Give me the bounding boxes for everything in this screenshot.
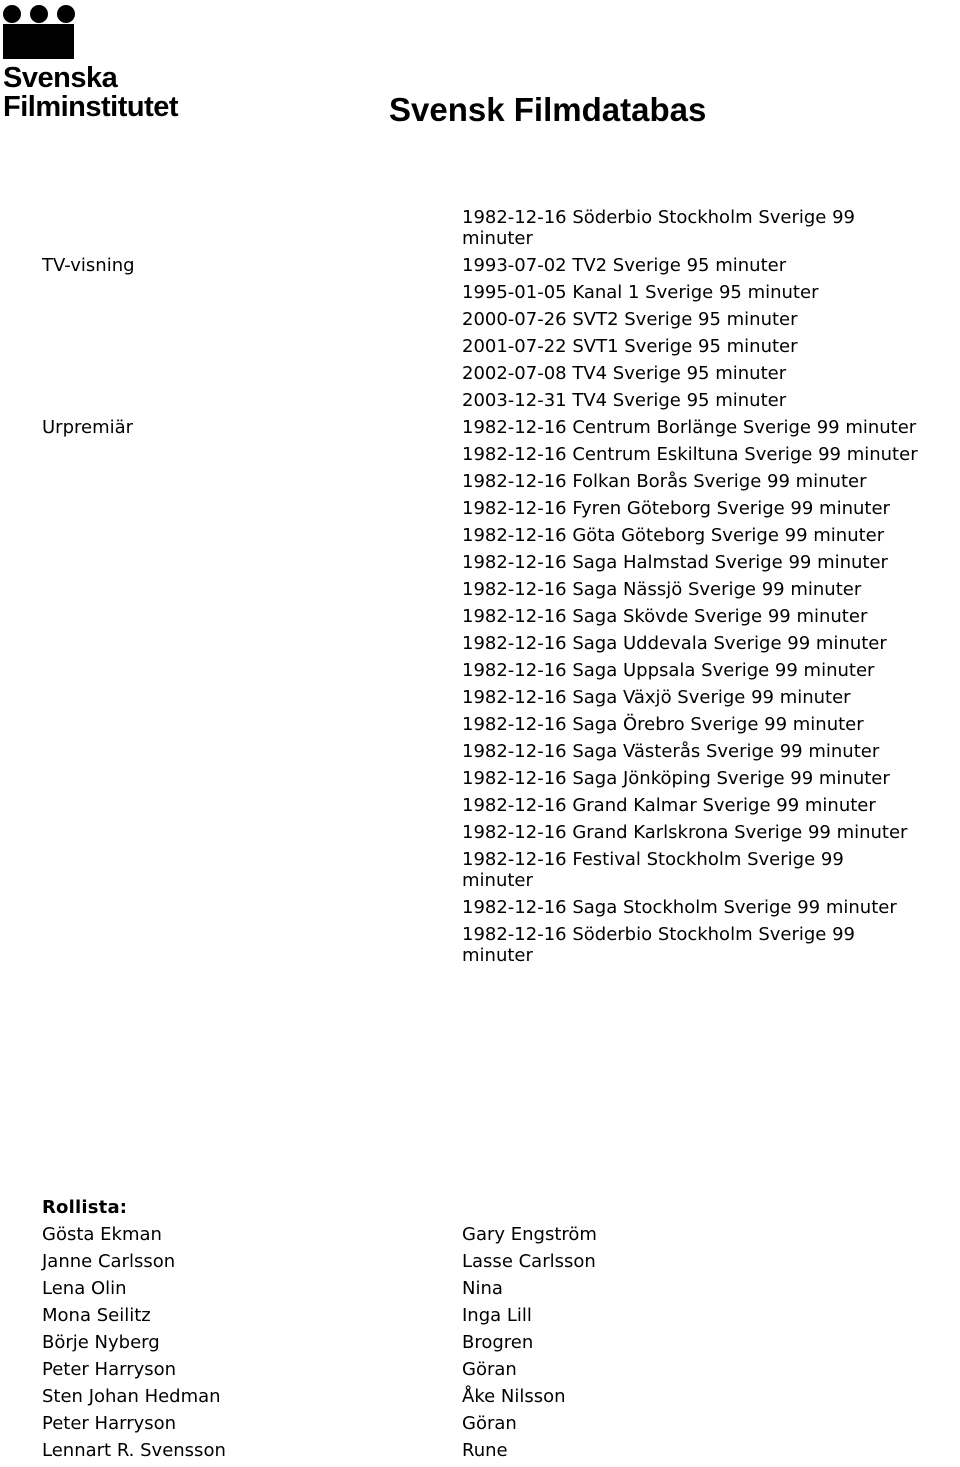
cast-row [0, 1332, 960, 1359]
screening-row [0, 282, 960, 303]
screening-entry: 1982-12-16 Saga Uddevala Sverige 99 minuter [462, 633, 887, 654]
screening-row [0, 498, 960, 519]
cast-row [0, 1386, 960, 1413]
screening-entry: 1982-12-16 Saga Jönköping Sverige 99 minuter [462, 768, 890, 789]
screening-entry: 1995-01-05 Kanal 1 Sverige 95 minuter [462, 282, 819, 303]
screening-entry: 1982-12-16 Saga Uppsala Sverige 99 minuter [462, 660, 875, 681]
screening-row [0, 768, 960, 789]
cast-row [0, 1305, 960, 1332]
screening-row [0, 579, 960, 600]
screening-entry: 1982-12-16 Saga Örebro Sverige 99 minuter [462, 714, 864, 735]
cast-role-name: Brogren [462, 1332, 534, 1353]
screening-row [0, 444, 960, 465]
svenska-filminstitutet-logo [0, 0, 200, 130]
screening-entry: 1982-12-16 Söderbio Stockholm Sverige 99 minuter [462, 207, 856, 249]
screening-row [0, 606, 960, 627]
screening-entry: 1982-12-16 Grand Karlskrona Sverige 99 minuter [462, 822, 908, 843]
cast-actor-name: Sten Johan Hedman [42, 1386, 221, 1407]
cast-row [0, 1278, 960, 1305]
screening-category-label: TV-visning [42, 255, 135, 276]
cast-role-name: Nina [462, 1278, 503, 1299]
screening-row [0, 417, 960, 438]
screening-row [0, 207, 960, 249]
cast-actor-name: Gösta Ekman [42, 1224, 162, 1245]
cast-row [0, 1359, 960, 1386]
screening-row [0, 741, 960, 762]
cast-actor-name: Peter Harryson [42, 1359, 177, 1380]
cast-role-name: Rune [462, 1440, 508, 1461]
cast-row [0, 1251, 960, 1278]
screening-row [0, 309, 960, 330]
screening-entry: 1993-07-02 TV2 Sverige 95 minuter [462, 255, 787, 276]
logo-dots-icon [3, 4, 75, 24]
screening-entry: 1982-12-16 Saga Nässjö Sverige 99 minuter [462, 579, 862, 600]
cast-role-name: Inga Lill [462, 1305, 532, 1326]
screening-entry: 1982-12-16 Festival Stockholm Sverige 99 minuter [462, 849, 844, 891]
screening-row [0, 471, 960, 492]
screening-entry: 2000-07-26 SVT2 Sverige 95 minuter [462, 309, 798, 330]
cast-role-name: Åke Nilsson [462, 1386, 566, 1407]
cast-actor-name: Peter Harryson [42, 1413, 177, 1434]
cast-role-name: Göran [462, 1413, 517, 1434]
cast-actor-name: Mona Seilitz [42, 1305, 151, 1326]
screening-row [0, 660, 960, 681]
screening-category-label: Urpremiär [42, 417, 134, 438]
screening-entry: 1982-12-16 Centrum Borlänge Sverige 99 minuter [462, 417, 917, 438]
cast-row [0, 1440, 960, 1467]
screening-row [0, 552, 960, 573]
screening-entry: 1982-12-16 Söderbio Stockholm Sverige 99 minuter [462, 924, 856, 966]
logo-line-2: Filminstitutet [3, 91, 179, 123]
screening-row [0, 363, 960, 384]
screening-entry: 1982-12-16 Saga Skövde Sverige 99 minuter [462, 606, 868, 627]
page-title: Svensk Filmdatabas [389, 91, 707, 128]
cast-actor-name: Lennart R. Svensson [42, 1440, 226, 1461]
screening-entry: 1982-12-16 Göta Göteborg Sverige 99 minuter [462, 525, 885, 546]
screening-row [0, 255, 960, 276]
screening-entry: 2003-12-31 TV4 Sverige 95 minuter [462, 390, 787, 411]
screening-entry: 2002-07-08 TV4 Sverige 95 minuter [462, 363, 787, 384]
screening-entry: 1982-12-16 Folkan Borås Sverige 99 minuter [462, 471, 867, 492]
cast-list [0, 1224, 960, 1467]
screening-row [0, 849, 960, 891]
screening-entry: 1982-12-16 Saga Halmstad Sverige 99 minuter [462, 552, 888, 573]
screening-entry: 1982-12-16 Fyren Göteborg Sverige 99 minuter [462, 498, 890, 519]
cast-role-name: Gary Engström [462, 1224, 597, 1245]
screening-row [0, 525, 960, 546]
cast-actor-name: Lena Olin [42, 1278, 127, 1299]
screening-row [0, 924, 960, 966]
logo-line-1: Svenska [3, 62, 118, 94]
cast-actor-name: Börje Nyberg [42, 1332, 160, 1353]
cast-heading: Rollista: [42, 1197, 128, 1218]
screening-row [0, 897, 960, 918]
logo-block-icon [3, 24, 74, 59]
screening-entry: 1982-12-16 Saga Växjö Sverige 99 minuter [462, 687, 851, 708]
screening-row [0, 714, 960, 735]
screenings-table [0, 207, 960, 972]
screening-row [0, 687, 960, 708]
cast-row [0, 1413, 960, 1440]
screening-row [0, 633, 960, 654]
cast-actor-name: Janne Carlsson [42, 1251, 176, 1272]
screening-entry: 1982-12-16 Centrum Eskiltuna Sverige 99 minuter [462, 444, 918, 465]
cast-row [0, 1224, 960, 1251]
screening-entry: 1982-12-16 Grand Kalmar Sverige 99 minuter [462, 795, 876, 816]
screening-entry: 1982-12-16 Saga Stockholm Sverige 99 minuter [462, 897, 897, 918]
screening-entry: 1982-12-16 Saga Västerås Sverige 99 minuter [462, 741, 880, 762]
screening-entry: 2001-07-22 SVT1 Sverige 95 minuter [462, 336, 798, 357]
screening-row [0, 336, 960, 357]
screening-row [0, 390, 960, 411]
cast-role-name: Lasse Carlsson [462, 1251, 596, 1272]
screening-row [0, 795, 960, 816]
screening-row [0, 822, 960, 843]
cast-role-name: Göran [462, 1359, 517, 1380]
